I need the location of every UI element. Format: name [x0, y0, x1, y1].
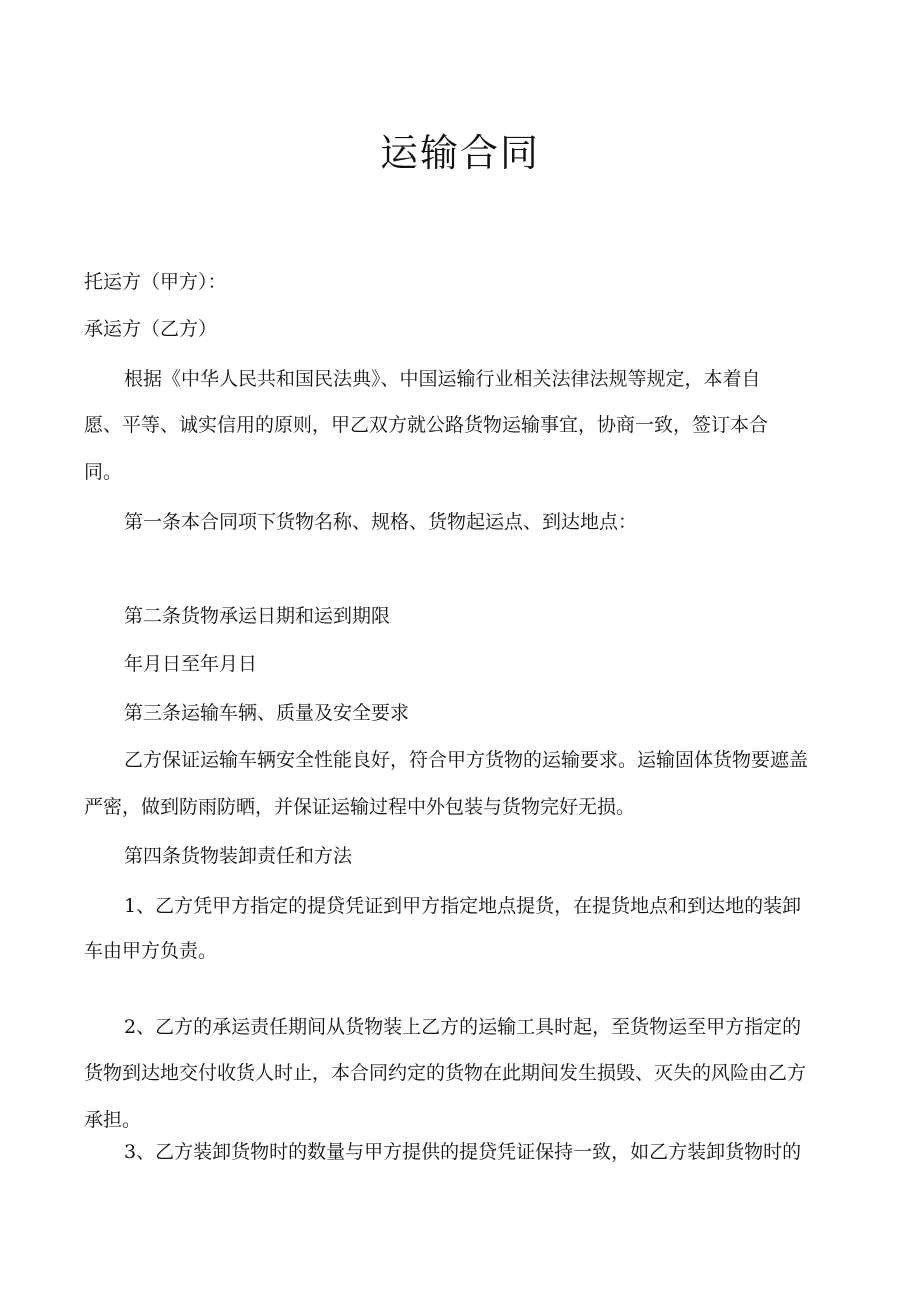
party-b-label: 承运方（乙方）: [84, 318, 218, 340]
article-4-item-2-line-3: 承担。: [84, 1109, 142, 1131]
party-a-label: 托运方（甲方）：: [84, 271, 227, 293]
preamble-line-2: 愿、平等、诚实信用的原则，甲乙双方就公路货物运输事宜，协商一致，签订本合: [84, 414, 769, 436]
article-3-heading: 第三条运输车辆、质量及安全要求: [124, 702, 410, 724]
article-2-heading: 第二条货物承运日期和运到期限: [124, 605, 391, 627]
article-4-heading: 第四条货物装卸责任和方法: [124, 845, 353, 867]
article-2-body: 年月日至年月日: [124, 653, 258, 675]
article-1-heading: 第一条本合同项下货物名称、规格、货物起运点、到达地点：: [124, 511, 638, 533]
article-3-body-line-1: 乙方保证运输车辆安全性能良好，符合甲方货物的运输要求。运输固体货物要遮盖: [124, 749, 809, 771]
preamble-line-3: 同。: [84, 461, 123, 483]
article-4-item-2-line-1: 2、乙方的承运责任期间从货物装上乙方的运输工具时起，至货物运至甲方指定的: [124, 1016, 802, 1038]
document-title: 运输合同: [379, 131, 540, 175]
article-3-body-line-2: 严密，做到防雨防晒，并保证运输过程中外包装与货物完好无损。: [84, 796, 636, 818]
article-4-item-3-line-1: 3、乙方装卸货物时的数量与甲方提供的提贷凭证保持一致，如乙方装卸货物时的: [124, 1141, 802, 1163]
article-4-item-1-line-1: 1、乙方凭甲方指定的提贷凭证到甲方指定地点提货，在提货地点和到达地的装卸: [124, 895, 802, 917]
preamble-line-1: 根据《中华人民共和国民法典》、中国运输行业相关法律法规等规定，本着自: [124, 368, 761, 390]
article-4-item-1-line-2: 车由甲方负责。: [84, 940, 218, 962]
article-4-item-2-line-2: 货物到达地交付收货人时止，本合同约定的货物在此期间发生损毁、灭失的风险由乙方: [84, 1062, 807, 1084]
